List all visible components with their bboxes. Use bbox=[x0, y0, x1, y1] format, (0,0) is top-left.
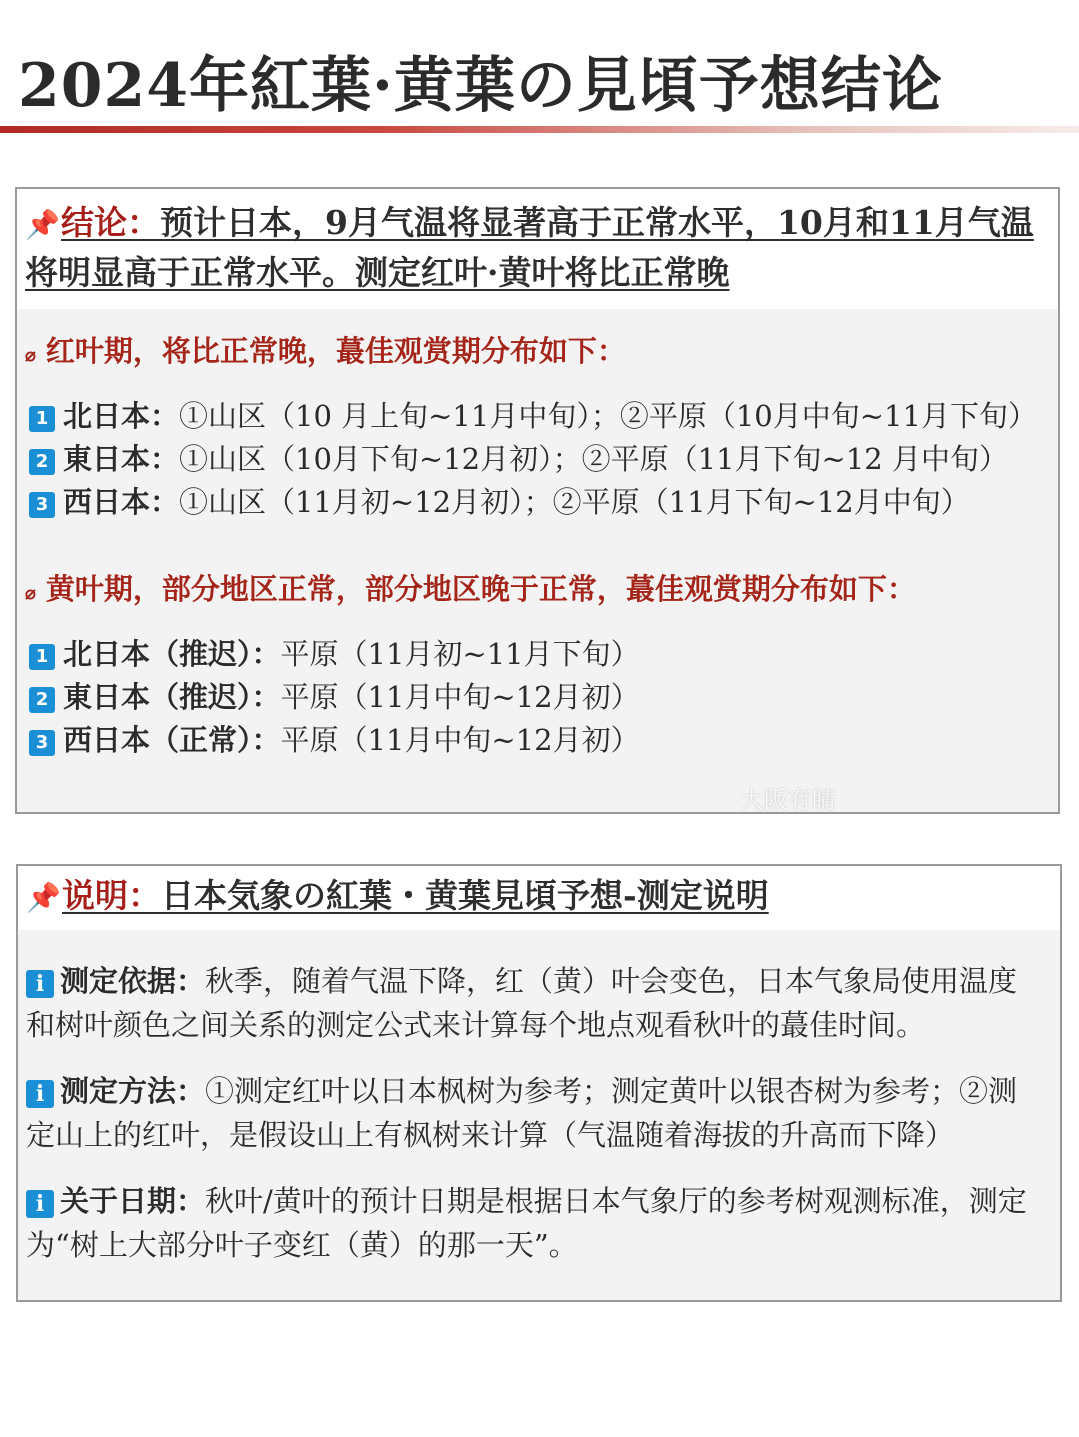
region-detail: ①山区（11月初~12月初）；②平原（11月下旬~12月中旬） bbox=[179, 485, 970, 519]
explanation-item bbox=[26, 959, 1046, 1047]
explanation-item bbox=[26, 1179, 1046, 1267]
region-label: 北日本： bbox=[63, 399, 180, 433]
region-label: 西日本（正常）： bbox=[63, 723, 281, 757]
conclusion-underlined-text bbox=[25, 203, 1034, 292]
conclusion-text-line1: 预计日本，9月气温将显著高于正常水平，10月和11月气温 bbox=[160, 203, 1034, 242]
info-icon: i bbox=[26, 1080, 54, 1108]
red-leaf-heading-text: 红叶期，将比正常晚，蕞佳观赏期分布如下： bbox=[45, 334, 626, 368]
watermark: 大阪有睛 bbox=[740, 786, 836, 814]
title-divider bbox=[0, 126, 1079, 133]
region-label: 東日本： bbox=[63, 442, 180, 476]
region-label: 西日本： bbox=[63, 485, 180, 519]
number-3-icon: 3 bbox=[29, 492, 55, 518]
explanation-title: 日本気象の紅葉・黄葉見頃予想-测定说明 bbox=[161, 876, 769, 915]
red-leaf-row bbox=[29, 394, 1037, 435]
region-label: 東日本（推迟）： bbox=[63, 680, 281, 714]
red-leaf-row bbox=[29, 437, 1008, 478]
number-2-icon: 2 bbox=[29, 687, 55, 713]
info-icon: i bbox=[26, 1190, 54, 1218]
empty-set-bullet-icon: ⌀ bbox=[25, 345, 36, 366]
conclusion-text-line2: 将明显高于正常水平。测定红叶·黄叶将比正常晚 bbox=[25, 253, 730, 292]
conclusion-panel bbox=[15, 187, 1060, 814]
explanation-header bbox=[18, 866, 1060, 930]
conclusion-label: 结论： bbox=[61, 203, 160, 242]
number-1-icon: 1 bbox=[29, 406, 55, 432]
yellow-leaf-heading-text: 黄叶期，部分地区正常，部分地区晚于正常，蕞佳观赏期分布如下： bbox=[45, 572, 916, 606]
region-label: 北日本（推迟）： bbox=[63, 637, 281, 671]
yellow-leaf-row bbox=[29, 718, 640, 759]
explanation-panel bbox=[16, 864, 1062, 1302]
item-label: 关于日期： bbox=[60, 1184, 206, 1218]
item-text: 秋季，随着气温下降，红（黄）叶会变色，日本气象局使用温度和树叶颜色之间关系的测定公式来计算每个地点观看秋叶的蕞佳时间。 bbox=[26, 964, 1018, 1042]
yellow-leaf-heading bbox=[25, 567, 916, 608]
explanation-underlined-text bbox=[26, 876, 769, 915]
region-detail: ①山区（10 月上旬~11月中旬）；②平原（10月中旬~11月下旬） bbox=[179, 399, 1037, 433]
empty-set-bullet-icon: ⌀ bbox=[25, 583, 36, 604]
explanation-label: 说明： bbox=[62, 876, 161, 915]
yellow-leaf-row bbox=[29, 632, 640, 673]
item-label: 测定方法： bbox=[60, 1074, 206, 1108]
item-label: 测定依据： bbox=[60, 964, 206, 998]
region-detail: 平原（11月中旬~12月初） bbox=[280, 680, 640, 714]
item-text: ①测定红叶以日本枫树为参考；测定黄叶以银杏树为参考；②测定山上的红叶，是假设山上有枫树来计算（气温随着海拔的升高而下降） bbox=[26, 1074, 1018, 1152]
region-detail: 平原（11月初~11月下旬） bbox=[280, 637, 640, 671]
info-icon: i bbox=[26, 970, 54, 998]
region-detail: ①山区（10月下旬~12月初）；②平原（11月下旬~12 月中旬） bbox=[179, 442, 1008, 476]
red-leaf-heading bbox=[25, 329, 626, 370]
red-leaf-row bbox=[29, 480, 970, 521]
number-2-icon: 2 bbox=[29, 449, 55, 475]
pushpin-icon: 📌 bbox=[25, 208, 60, 241]
page-title: 2024年紅葉·黄葉の見頃予想结论 bbox=[18, 51, 943, 121]
item-text: 秋叶/黄叶的预计日期是根据日本气象厅的参考树观测标准，测定为“树上大部分叶子变红（黄）的那一天”。 bbox=[26, 1184, 1027, 1262]
number-3-icon: 3 bbox=[29, 730, 55, 756]
number-1-icon: 1 bbox=[29, 644, 55, 670]
region-detail: 平原（11月中旬~12月初） bbox=[280, 723, 640, 757]
conclusion-header bbox=[17, 189, 1058, 309]
explanation-item bbox=[26, 1069, 1046, 1157]
yellow-leaf-row bbox=[29, 675, 640, 716]
pushpin-icon: 📌 bbox=[26, 881, 61, 914]
